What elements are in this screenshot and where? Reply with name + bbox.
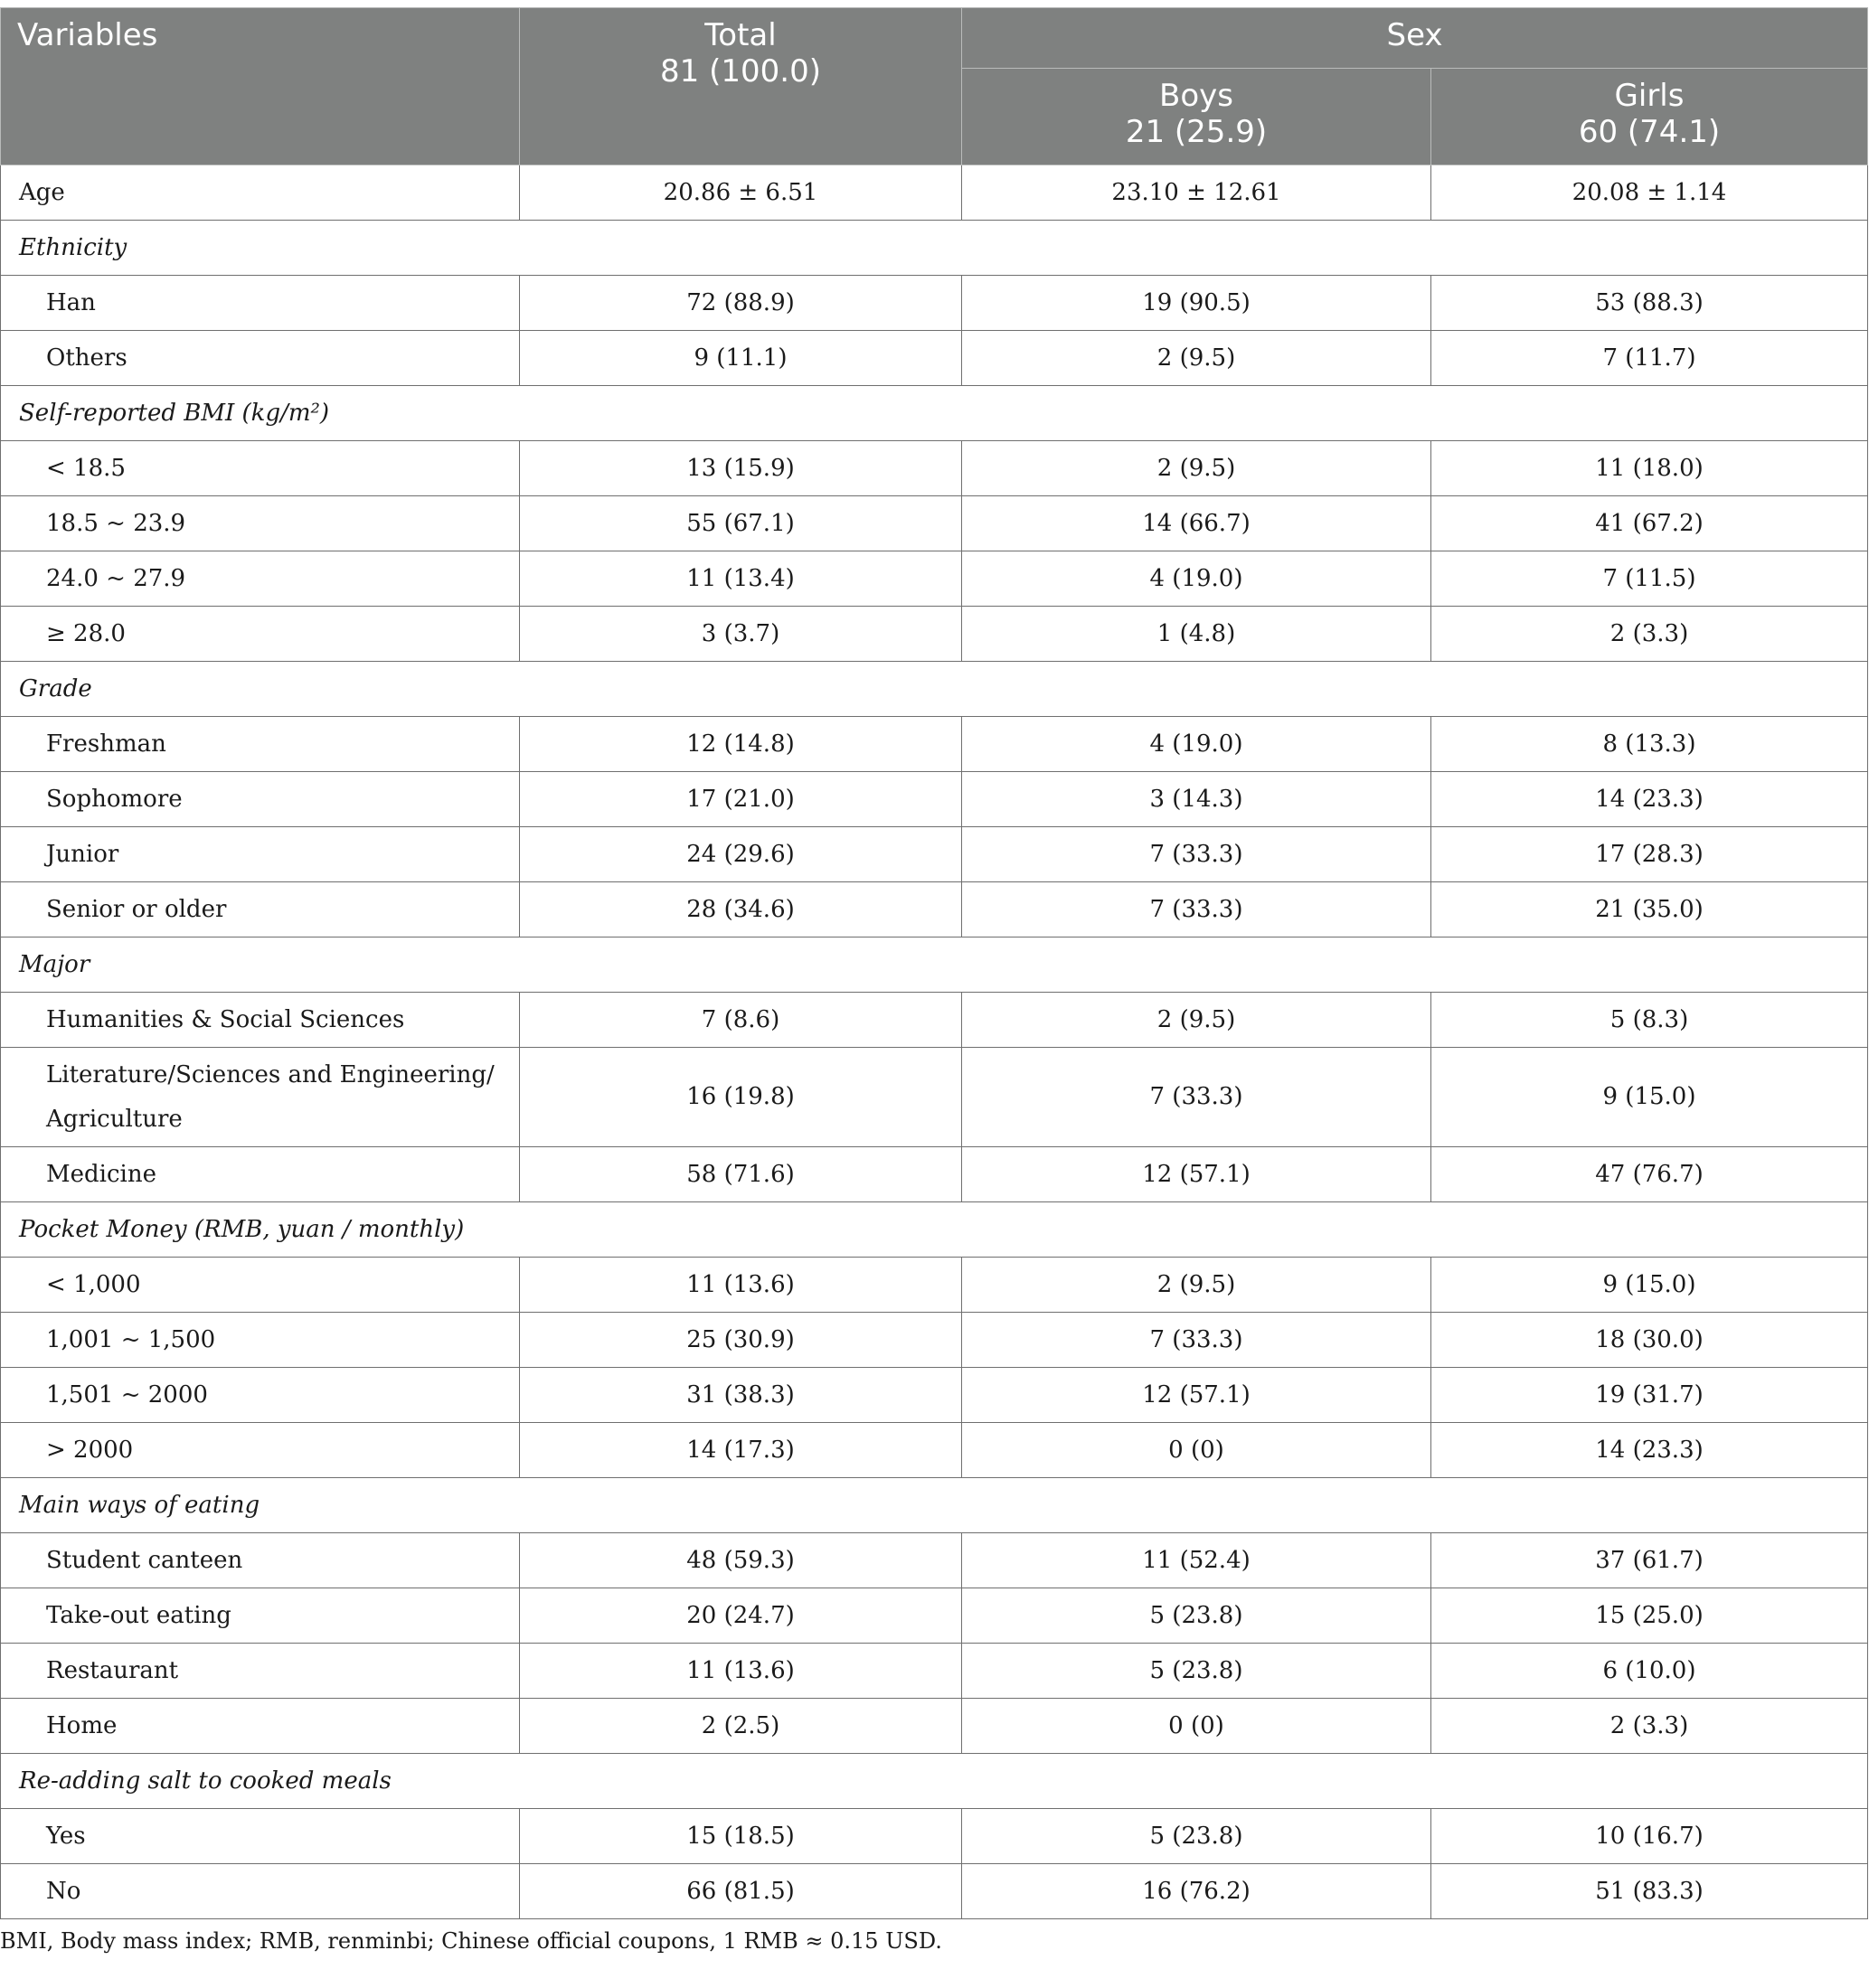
- row-label-text: Literature/Sciences and Engineering/: [46, 1060, 495, 1088]
- table-row: [1, 717, 1868, 772]
- header-variables: Variables: [1, 8, 520, 165]
- category-row: [1, 1754, 1868, 1809]
- cell-boys: 14 (66.7): [962, 496, 1431, 551]
- cell-girls: 6 (10.0): [1431, 1644, 1868, 1699]
- row-label-text: Senior or older: [46, 895, 227, 923]
- cell-total: 16 (19.8): [520, 1048, 962, 1147]
- cell-total: 12 (14.8): [520, 717, 962, 772]
- row-label: [1, 827, 520, 882]
- demographics-table: [0, 7, 1868, 1919]
- cell-boys: 5 (23.8): [962, 1809, 1431, 1864]
- cell-girls: 5 (8.3): [1431, 993, 1868, 1048]
- cell-total: 13 (15.9): [520, 441, 962, 496]
- row-label-text: Restaurant: [46, 1656, 179, 1684]
- cell-total: 11 (13.4): [520, 551, 962, 607]
- table-row: [1, 1533, 1868, 1588]
- cell-girls: 2 (3.3): [1431, 1699, 1868, 1754]
- cell-boys: 7 (33.3): [962, 827, 1431, 882]
- cell-total: 17 (21.0): [520, 772, 962, 827]
- row-label-text: Yes: [46, 1822, 86, 1850]
- row-label: [1, 1644, 520, 1699]
- row-label-text: Sophomore: [46, 785, 183, 813]
- cell-total: 15 (18.5): [520, 1809, 962, 1864]
- table-row: [1, 1809, 1868, 1864]
- row-label: [1, 1423, 520, 1478]
- cell-girls: 47 (76.7): [1431, 1147, 1868, 1202]
- cell-total: 11 (13.6): [520, 1258, 962, 1313]
- cell-boys: 2 (9.5): [962, 1258, 1431, 1313]
- header-girls: [1431, 69, 1868, 165]
- row-label: [1, 165, 520, 221]
- row-label-text: 18.5 ~ 23.9: [46, 509, 186, 537]
- cell-girls: 7 (11.7): [1431, 331, 1868, 386]
- cell-boys: 2 (9.5): [962, 441, 1431, 496]
- cell-total: 20 (24.7): [520, 1588, 962, 1644]
- table-row: [1, 772, 1868, 827]
- table-row: [1, 993, 1868, 1048]
- table-row: [1, 551, 1868, 607]
- row-label: [1, 882, 520, 937]
- header-boys: [962, 69, 1431, 165]
- table-row: [1, 276, 1868, 331]
- cell-boys: 12 (57.1): [962, 1147, 1431, 1202]
- category-row: [1, 386, 1868, 441]
- table-row: [1, 1864, 1868, 1919]
- cell-girls: 10 (16.7): [1431, 1809, 1868, 1864]
- category-row: [1, 1202, 1868, 1258]
- row-label: [1, 1809, 520, 1864]
- category-label: Re-adding salt to cooked meals: [1, 1754, 1868, 1809]
- header-boys-label: Boys: [1159, 78, 1233, 114]
- cell-girls: 19 (31.7): [1431, 1368, 1868, 1423]
- cell-boys: 0 (0): [962, 1423, 1431, 1478]
- cell-girls: 20.08 ± 1.14: [1431, 165, 1868, 221]
- row-label: [1, 496, 520, 551]
- row-label-text: Medicine: [46, 1160, 156, 1188]
- cell-girls: 8 (13.3): [1431, 717, 1868, 772]
- table-row: [1, 1048, 1868, 1147]
- row-label: [1, 607, 520, 662]
- row-label-text: < 18.5: [46, 454, 126, 482]
- cell-boys: 3 (14.3): [962, 772, 1431, 827]
- category-row: [1, 662, 1868, 717]
- cell-boys: 7 (33.3): [962, 1048, 1431, 1147]
- cell-boys: 23.10 ± 12.61: [962, 165, 1431, 221]
- cell-boys: 1 (4.8): [962, 607, 1431, 662]
- row-label-text: 1,501 ~ 2000: [46, 1380, 208, 1409]
- row-label-text: < 1,000: [46, 1270, 141, 1298]
- row-label: [1, 331, 520, 386]
- cell-total: 2 (2.5): [520, 1699, 962, 1754]
- cell-girls: 9 (15.0): [1431, 1258, 1868, 1313]
- category-row: [1, 221, 1868, 276]
- row-label-text: Humanities & Social Sciences: [46, 1005, 405, 1033]
- table-row: [1, 331, 1868, 386]
- category-label: Main ways of eating: [1, 1478, 1868, 1533]
- row-label: [1, 441, 520, 496]
- header-total-label: Total: [704, 17, 777, 53]
- category-label: Ethnicity: [1, 221, 1868, 276]
- row-label: [1, 1258, 520, 1313]
- table-body: [1, 165, 1868, 1919]
- cell-boys: 7 (33.3): [962, 882, 1431, 937]
- category-row: [1, 937, 1868, 993]
- table-row: [1, 1258, 1868, 1313]
- header-sex: Sex: [962, 8, 1868, 69]
- row-label-text: > 2000: [46, 1436, 134, 1464]
- row-label: [1, 1048, 520, 1147]
- cell-boys: 11 (52.4): [962, 1533, 1431, 1588]
- cell-total: 24 (29.6): [520, 827, 962, 882]
- cell-girls: 9 (15.0): [1431, 1048, 1868, 1147]
- cell-girls: 14 (23.3): [1431, 772, 1868, 827]
- row-label-text: 24.0 ~ 27.9: [46, 564, 186, 592]
- cell-girls: 18 (30.0): [1431, 1313, 1868, 1368]
- cell-boys: 4 (19.0): [962, 551, 1431, 607]
- cell-boys: 12 (57.1): [962, 1368, 1431, 1423]
- header-girls-label: Girls: [1614, 78, 1685, 114]
- row-label-text: 1,001 ~ 1,500: [46, 1325, 216, 1353]
- cell-total: 66 (81.5): [520, 1864, 962, 1919]
- cell-total: 55 (67.1): [520, 496, 962, 551]
- header-boys-n: 21 (25.9): [1125, 114, 1268, 150]
- cell-boys: 2 (9.5): [962, 331, 1431, 386]
- cell-boys: 19 (90.5): [962, 276, 1431, 331]
- cell-girls: 51 (83.3): [1431, 1864, 1868, 1919]
- row-label: [1, 1313, 520, 1368]
- row-label-text-line2: Agriculture: [46, 1105, 183, 1133]
- cell-girls: 11 (18.0): [1431, 441, 1868, 496]
- row-label: [1, 1147, 520, 1202]
- cell-boys: 0 (0): [962, 1699, 1431, 1754]
- cell-girls: 7 (11.5): [1431, 551, 1868, 607]
- category-label: Grade: [1, 662, 1868, 717]
- cell-boys: 5 (23.8): [962, 1588, 1431, 1644]
- cell-total: 25 (30.9): [520, 1313, 962, 1368]
- row-label-text: Others: [46, 344, 127, 372]
- cell-total: 48 (59.3): [520, 1533, 962, 1588]
- row-label-text: Han: [46, 288, 96, 316]
- table-row: [1, 1423, 1868, 1478]
- table-header: [1, 8, 1868, 165]
- row-label-text: Home: [46, 1711, 118, 1739]
- category-label: Pocket Money (RMB, yuan / monthly): [1, 1202, 1868, 1258]
- cell-total: 31 (38.3): [520, 1368, 962, 1423]
- cell-girls: 37 (61.7): [1431, 1533, 1868, 1588]
- cell-girls: 14 (23.3): [1431, 1423, 1868, 1478]
- cell-girls: 17 (28.3): [1431, 827, 1868, 882]
- category-label: Major: [1, 937, 1868, 993]
- row-label: [1, 1588, 520, 1644]
- row-label: [1, 551, 520, 607]
- row-label: [1, 1699, 520, 1754]
- table-row: [1, 1588, 1868, 1644]
- row-label: [1, 1368, 520, 1423]
- row-label-text: Age: [19, 178, 65, 206]
- row-label-text: Student canteen: [46, 1546, 243, 1574]
- table-row: [1, 827, 1868, 882]
- table-container: [0, 7, 1867, 1954]
- cell-boys: 5 (23.8): [962, 1644, 1431, 1699]
- table-row: [1, 882, 1868, 937]
- table-row: [1, 1644, 1868, 1699]
- cell-total: 11 (13.6): [520, 1644, 962, 1699]
- header-girls-n: 60 (74.1): [1578, 114, 1721, 150]
- row-label: [1, 1533, 520, 1588]
- row-label: [1, 772, 520, 827]
- header-total: [520, 8, 962, 165]
- cell-total: 28 (34.6): [520, 882, 962, 937]
- cell-total: 20.86 ± 6.51: [520, 165, 962, 221]
- row-label-text: No: [46, 1877, 81, 1905]
- cell-girls: 41 (67.2): [1431, 496, 1868, 551]
- row-label-text: Freshman: [46, 730, 166, 758]
- table-row: [1, 496, 1868, 551]
- cell-girls: 53 (88.3): [1431, 276, 1868, 331]
- category-label: Self-reported BMI (kg/m²): [1, 386, 1868, 441]
- cell-boys: 2 (9.5): [962, 993, 1431, 1048]
- cell-total: 9 (11.1): [520, 331, 962, 386]
- cell-boys: 7 (33.3): [962, 1313, 1431, 1368]
- row-label: [1, 993, 520, 1048]
- row-label: [1, 276, 520, 331]
- cell-boys: 4 (19.0): [962, 717, 1431, 772]
- cell-total: 58 (71.6): [520, 1147, 962, 1202]
- table-row: [1, 441, 1868, 496]
- table-row: [1, 1699, 1868, 1754]
- table-footnote: BMI, Body mass index; RMB, renminbi; Chinese official coupons, 1 RMB ≈ 0.15 USD.: [0, 1928, 942, 1954]
- row-label: [1, 1864, 520, 1919]
- table-row: [1, 1313, 1868, 1368]
- table-row: [1, 607, 1868, 662]
- cell-total: 7 (8.6): [520, 993, 962, 1048]
- row-label-text: ≥ 28.0: [46, 619, 126, 647]
- cell-girls: 15 (25.0): [1431, 1588, 1868, 1644]
- table-row: [1, 1368, 1868, 1423]
- table-row: [1, 1147, 1868, 1202]
- row-label: [1, 717, 520, 772]
- cell-total: 3 (3.7): [520, 607, 962, 662]
- header-total-n: 81 (100.0): [660, 53, 821, 90]
- row-label-text: Take-out eating: [46, 1601, 231, 1629]
- cell-girls: 21 (35.0): [1431, 882, 1868, 937]
- table-row: [1, 165, 1868, 221]
- cell-total: 72 (88.9): [520, 276, 962, 331]
- cell-total: 14 (17.3): [520, 1423, 962, 1478]
- cell-girls: 2 (3.3): [1431, 607, 1868, 662]
- cell-boys: 16 (76.2): [962, 1864, 1431, 1919]
- category-row: [1, 1478, 1868, 1533]
- row-label-text: Junior: [46, 840, 119, 868]
